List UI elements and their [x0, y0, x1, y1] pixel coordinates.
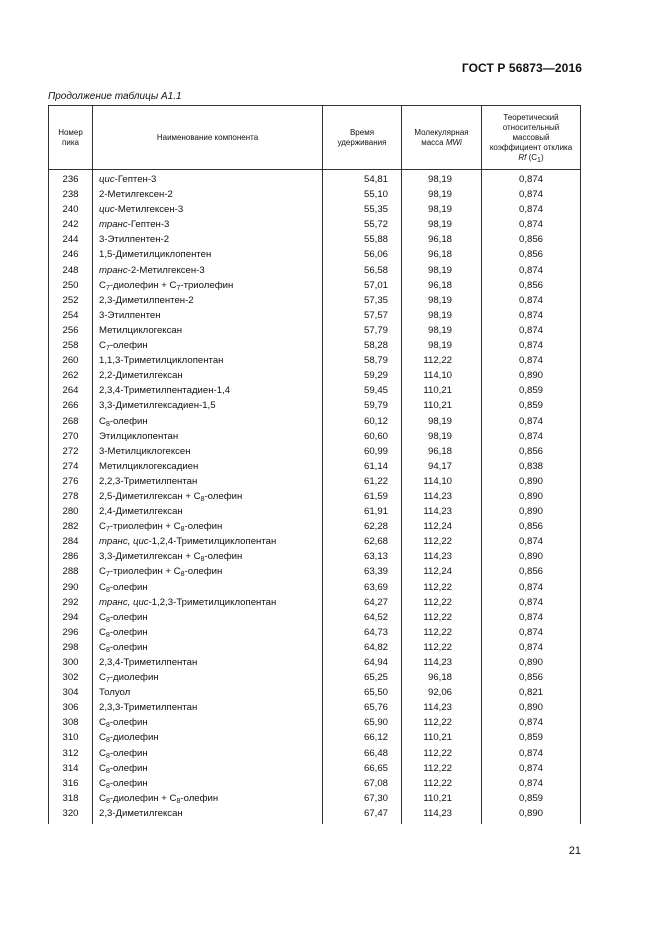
component-name: $C_8$-олефин: [93, 776, 323, 791]
component-name: 3,3-Диметилгексан + $C_8$-олефин: [93, 549, 323, 564]
molecular-mass: 112,22: [402, 625, 482, 640]
retention-time: 67,08: [323, 776, 402, 791]
response-factor: 0,856: [482, 247, 581, 262]
table-row: [49, 685, 581, 700]
retention-time: 65,76: [323, 700, 402, 715]
response-factor: 0,874: [482, 534, 581, 549]
component-name: 2,3,4-Триметилпентадиен-1,4: [93, 383, 323, 398]
response-factor: 0,856: [482, 232, 581, 247]
component-name: $C_8$-олефин: [93, 761, 323, 776]
molecular-mass: 112,22: [402, 715, 482, 730]
retention-time: 55,35: [323, 202, 402, 217]
peak-number: 300: [49, 655, 93, 670]
table-row: [49, 640, 581, 655]
table-row: [49, 806, 581, 824]
peak-number: 240: [49, 202, 93, 217]
table-row: [49, 549, 581, 564]
table-row: [49, 429, 581, 444]
component-name: 2,4-Диметилгексан: [93, 504, 323, 519]
table-row: [49, 489, 581, 504]
retention-time: 64,52: [323, 610, 402, 625]
component-name: Метилциклогексадиен: [93, 459, 323, 474]
peak-number: 284: [49, 534, 93, 549]
response-factor: 0,890: [482, 549, 581, 564]
response-factor: 0,874: [482, 308, 581, 323]
table-row: [49, 414, 581, 429]
molecular-mass: 110,21: [402, 791, 482, 806]
table-row: [49, 655, 581, 670]
retention-time: 61,59: [323, 489, 402, 504]
molecular-mass: 96,18: [402, 444, 482, 459]
table-row: [49, 746, 581, 761]
response-factor: 0,874: [482, 761, 581, 776]
response-factor: 0,890: [482, 700, 581, 715]
component-name: $C_8$-олефин: [93, 625, 323, 640]
peak-number: 316: [49, 776, 93, 791]
table-row: [49, 170, 581, 188]
table-row: [49, 715, 581, 730]
component-name: 2-Метилгексен-2: [93, 187, 323, 202]
retention-time: 62,28: [323, 519, 402, 534]
molecular-mass: 98,19: [402, 338, 482, 353]
table-row: [49, 247, 581, 262]
molecular-mass: 96,18: [402, 278, 482, 293]
response-factor: 0,856: [482, 444, 581, 459]
peak-number: 248: [49, 263, 93, 278]
retention-time: 62,68: [323, 534, 402, 549]
component-name: Этилциклопентан: [93, 429, 323, 444]
peak-number: 262: [49, 368, 93, 383]
response-factor: 0,890: [482, 806, 581, 824]
peak-number: 268: [49, 414, 93, 429]
peak-number: 296: [49, 625, 93, 640]
molecular-mass: 98,19: [402, 293, 482, 308]
peak-number: 258: [49, 338, 93, 353]
peak-number: 276: [49, 474, 93, 489]
component-name: транс, цис-1,2,4-Триметилциклопентан: [93, 534, 323, 549]
retention-time: 60,12: [323, 414, 402, 429]
component-name: Метилциклогексан: [93, 323, 323, 338]
peak-number: 278: [49, 489, 93, 504]
response-factor: 0,874: [482, 217, 581, 232]
retention-time: 55,72: [323, 217, 402, 232]
component-name: $C_8$-олефин: [93, 610, 323, 625]
component-name: транс-2-Метилгексен-3: [93, 263, 323, 278]
component-name: 2,3,3-Триметилпентан: [93, 700, 323, 715]
peak-number: 306: [49, 700, 93, 715]
response-factor: 0,874: [482, 429, 581, 444]
component-name: 3,3-Диметилгексадиен-1,5: [93, 398, 323, 413]
molecular-mass: 114,23: [402, 655, 482, 670]
table-row: [49, 368, 581, 383]
molecular-mass: 110,21: [402, 383, 482, 398]
response-factor: 0,874: [482, 353, 581, 368]
response-factor: 0,874: [482, 187, 581, 202]
col-peak-number: Номер пика: [49, 106, 93, 170]
response-factor: 0,874: [482, 293, 581, 308]
peak-number: 266: [49, 398, 93, 413]
peak-number: 286: [49, 549, 93, 564]
peak-number: 238: [49, 187, 93, 202]
retention-time: 65,25: [323, 670, 402, 685]
col-retention-time: Время удерживания: [323, 106, 402, 170]
retention-time: 61,22: [323, 474, 402, 489]
page-number: 21: [568, 845, 581, 857]
table-row: [49, 263, 581, 278]
peak-number: 250: [49, 278, 93, 293]
response-factor: 0,821: [482, 685, 581, 700]
retention-time: 64,27: [323, 595, 402, 610]
retention-time: 57,57: [323, 308, 402, 323]
response-factor: 0,890: [482, 489, 581, 504]
retention-time: 54,81: [323, 170, 402, 188]
peak-number: 236: [49, 170, 93, 188]
retention-time: 59,29: [323, 368, 402, 383]
components-table: [48, 105, 581, 824]
table-row: [49, 610, 581, 625]
table-row: [49, 761, 581, 776]
retention-time: 64,73: [323, 625, 402, 640]
peak-number: 320: [49, 806, 93, 824]
component-name: $C_8$-диолефин + $C_8$-олефин: [93, 791, 323, 806]
retention-time: 58,28: [323, 338, 402, 353]
component-name: $C_8$-олефин: [93, 640, 323, 655]
molecular-mass: 98,19: [402, 308, 482, 323]
table-row: [49, 700, 581, 715]
peak-number: 292: [49, 595, 93, 610]
component-name: 3-Этилпентен: [93, 308, 323, 323]
molecular-mass: 114,23: [402, 504, 482, 519]
response-factor: 0,859: [482, 791, 581, 806]
table-row: [49, 791, 581, 806]
retention-time: 61,14: [323, 459, 402, 474]
table-row: [49, 293, 581, 308]
table-row: [49, 444, 581, 459]
component-name: 2,3-Диметилпентен-2: [93, 293, 323, 308]
molecular-mass: 98,19: [402, 217, 482, 232]
peak-number: 260: [49, 353, 93, 368]
table-row: [49, 323, 581, 338]
peak-number: 242: [49, 217, 93, 232]
retention-time: 57,01: [323, 278, 402, 293]
molecular-mass: 96,18: [402, 670, 482, 685]
response-factor: 0,874: [482, 776, 581, 791]
peak-number: 310: [49, 730, 93, 745]
retention-time: 57,35: [323, 293, 402, 308]
table-header-row: [49, 106, 581, 170]
peak-number: 308: [49, 715, 93, 730]
document-id: ГОСТ Р 56873—2016: [461, 61, 582, 75]
retention-time: 59,45: [323, 383, 402, 398]
table-row: [49, 564, 581, 579]
table-row: [49, 459, 581, 474]
molecular-mass: 92,06: [402, 685, 482, 700]
molecular-mass: 98,19: [402, 170, 482, 188]
retention-time: 59,79: [323, 398, 402, 413]
table-caption: Продолжение таблицы А1.1: [48, 91, 182, 102]
retention-time: 64,82: [323, 640, 402, 655]
peak-number: 290: [49, 580, 93, 595]
molecular-mass: 114,23: [402, 549, 482, 564]
retention-time: 61,91: [323, 504, 402, 519]
response-factor: 0,874: [482, 263, 581, 278]
table-row: [49, 776, 581, 791]
retention-time: 56,06: [323, 247, 402, 262]
retention-time: 63,39: [323, 564, 402, 579]
component-name: $C_7$-триолефин + $C_8$-олефин: [93, 564, 323, 579]
component-name: $C_7$-триолефин + $C_8$-олефин: [93, 519, 323, 534]
molecular-mass: 98,19: [402, 429, 482, 444]
table-row: [49, 519, 581, 534]
component-name: 2,3,4-Триметилпентан: [93, 655, 323, 670]
molecular-mass: 112,22: [402, 610, 482, 625]
response-factor: 0,874: [482, 715, 581, 730]
response-factor: 0,874: [482, 414, 581, 429]
retention-time: 60,99: [323, 444, 402, 459]
peak-number: 274: [49, 459, 93, 474]
response-factor: 0,874: [482, 595, 581, 610]
response-factor: 0,874: [482, 202, 581, 217]
molecular-mass: 96,18: [402, 232, 482, 247]
table-row: [49, 187, 581, 202]
component-name: 2,2-Диметилгексан: [93, 368, 323, 383]
molecular-mass: 112,22: [402, 595, 482, 610]
peak-number: 256: [49, 323, 93, 338]
peak-number: 298: [49, 640, 93, 655]
retention-time: 65,90: [323, 715, 402, 730]
response-factor: 0,874: [482, 625, 581, 640]
response-factor: 0,859: [482, 383, 581, 398]
molecular-mass: 98,19: [402, 414, 482, 429]
col-response-factor: Теоретический относительный массовый коэффициент отклика Rf $(C_1)$: [482, 106, 581, 170]
molecular-mass: 112,22: [402, 761, 482, 776]
retention-time: 66,12: [323, 730, 402, 745]
retention-time: 66,65: [323, 761, 402, 776]
molecular-mass: 98,19: [402, 202, 482, 217]
response-factor: 0,890: [482, 504, 581, 519]
response-factor: 0,874: [482, 170, 581, 188]
component-name: 3-Метилциклогексен: [93, 444, 323, 459]
molecular-mass: 112,22: [402, 353, 482, 368]
retention-time: 55,10: [323, 187, 402, 202]
molecular-mass: 112,22: [402, 534, 482, 549]
table-row: [49, 232, 581, 247]
response-factor: 0,890: [482, 474, 581, 489]
molecular-mass: 112,24: [402, 519, 482, 534]
molecular-mass: 98,19: [402, 187, 482, 202]
table-row: [49, 202, 581, 217]
table-row: [49, 730, 581, 745]
component-name: цис-Метилгексен-3: [93, 202, 323, 217]
peak-number: 304: [49, 685, 93, 700]
response-factor: 0,856: [482, 519, 581, 534]
response-factor: 0,856: [482, 670, 581, 685]
retention-time: 65,50: [323, 685, 402, 700]
response-factor: 0,838: [482, 459, 581, 474]
component-name: $C_8$-олефин: [93, 580, 323, 595]
component-name: цис-Гептен-3: [93, 170, 323, 188]
peak-number: 314: [49, 761, 93, 776]
molecular-mass: 110,21: [402, 398, 482, 413]
table-row: [49, 625, 581, 640]
response-factor: 0,890: [482, 368, 581, 383]
table-row: [49, 580, 581, 595]
retention-time: 67,30: [323, 791, 402, 806]
retention-time: 55,88: [323, 232, 402, 247]
component-name: $C_7$-диолефин + $C_7$-триолефин: [93, 278, 323, 293]
component-name: $C_8$-олефин: [93, 715, 323, 730]
response-factor: 0,856: [482, 278, 581, 293]
retention-time: 56,58: [323, 263, 402, 278]
peak-number: 252: [49, 293, 93, 308]
retention-time: 66,48: [323, 746, 402, 761]
molecular-mass: 114,23: [402, 806, 482, 824]
table-row: [49, 217, 581, 232]
component-name: 1,1,3-Триметилциклопентан: [93, 353, 323, 368]
molecular-mass: 112,22: [402, 746, 482, 761]
molecular-mass: 112,22: [402, 640, 482, 655]
table-row: [49, 383, 581, 398]
peak-number: 288: [49, 564, 93, 579]
retention-time: 67,47: [323, 806, 402, 824]
response-factor: 0,856: [482, 564, 581, 579]
response-factor: 0,859: [482, 398, 581, 413]
retention-time: 63,69: [323, 580, 402, 595]
response-factor: 0,859: [482, 730, 581, 745]
retention-time: 58,79: [323, 353, 402, 368]
molecular-mass: 98,19: [402, 263, 482, 278]
retention-time: 57,79: [323, 323, 402, 338]
component-name: $C_8$-диолефин: [93, 730, 323, 745]
molecular-mass: 98,19: [402, 323, 482, 338]
table-row: [49, 278, 581, 293]
molecular-mass: 112,22: [402, 580, 482, 595]
table-row: [49, 595, 581, 610]
retention-time: 63,13: [323, 549, 402, 564]
peak-number: 254: [49, 308, 93, 323]
component-name: транс, цис-1,2,3-Триметилциклопентан: [93, 595, 323, 610]
peak-number: 318: [49, 791, 93, 806]
component-name: 2,2,3-Триметилпентан: [93, 474, 323, 489]
component-name: $C_8$-олефин: [93, 746, 323, 761]
table-row: [49, 338, 581, 353]
peak-number: 280: [49, 504, 93, 519]
peak-number: 246: [49, 247, 93, 262]
molecular-mass: 110,21: [402, 730, 482, 745]
molecular-mass: 94,17: [402, 459, 482, 474]
molecular-mass: 112,22: [402, 776, 482, 791]
response-factor: 0,874: [482, 610, 581, 625]
peak-number: 244: [49, 232, 93, 247]
component-name: 3-Этилпентен-2: [93, 232, 323, 247]
component-name: транс-Гептен-3: [93, 217, 323, 232]
table-row: [49, 504, 581, 519]
peak-number: 282: [49, 519, 93, 534]
peak-number: 272: [49, 444, 93, 459]
table-row: [49, 534, 581, 549]
col-molecular-mass: Молекулярная масса MWi: [402, 106, 482, 170]
response-factor: 0,890: [482, 655, 581, 670]
response-factor: 0,874: [482, 580, 581, 595]
peak-number: 270: [49, 429, 93, 444]
component-name: $C_8$-олефин: [93, 414, 323, 429]
molecular-mass: 114,23: [402, 489, 482, 504]
response-factor: 0,874: [482, 640, 581, 655]
molecular-mass: 96,18: [402, 247, 482, 262]
molecular-mass: 112,24: [402, 564, 482, 579]
component-name: Толуол: [93, 685, 323, 700]
component-name: 2,3-Диметилгексан: [93, 806, 323, 824]
component-name: 1,5-Диметилциклопентен: [93, 247, 323, 262]
table-row: [49, 353, 581, 368]
molecular-mass: 114,10: [402, 368, 482, 383]
table-row: [49, 308, 581, 323]
table-row: [49, 398, 581, 413]
peak-number: 294: [49, 610, 93, 625]
response-factor: 0,874: [482, 746, 581, 761]
component-name: 2,5-Диметилгексан + $C_8$-олефин: [93, 489, 323, 504]
peak-number: 302: [49, 670, 93, 685]
component-name: $C_7$-олефин: [93, 338, 323, 353]
table-row: [49, 474, 581, 489]
retention-time: 64,94: [323, 655, 402, 670]
response-factor: 0,874: [482, 338, 581, 353]
peak-number: 264: [49, 383, 93, 398]
component-name: $C_7$-диолефин: [93, 670, 323, 685]
molecular-mass: 114,23: [402, 700, 482, 715]
retention-time: 60,60: [323, 429, 402, 444]
molecular-mass: 114,10: [402, 474, 482, 489]
table-row: [49, 670, 581, 685]
peak-number: 312: [49, 746, 93, 761]
col-component-name: Наименование компонента: [93, 106, 323, 170]
response-factor: 0,874: [482, 323, 581, 338]
